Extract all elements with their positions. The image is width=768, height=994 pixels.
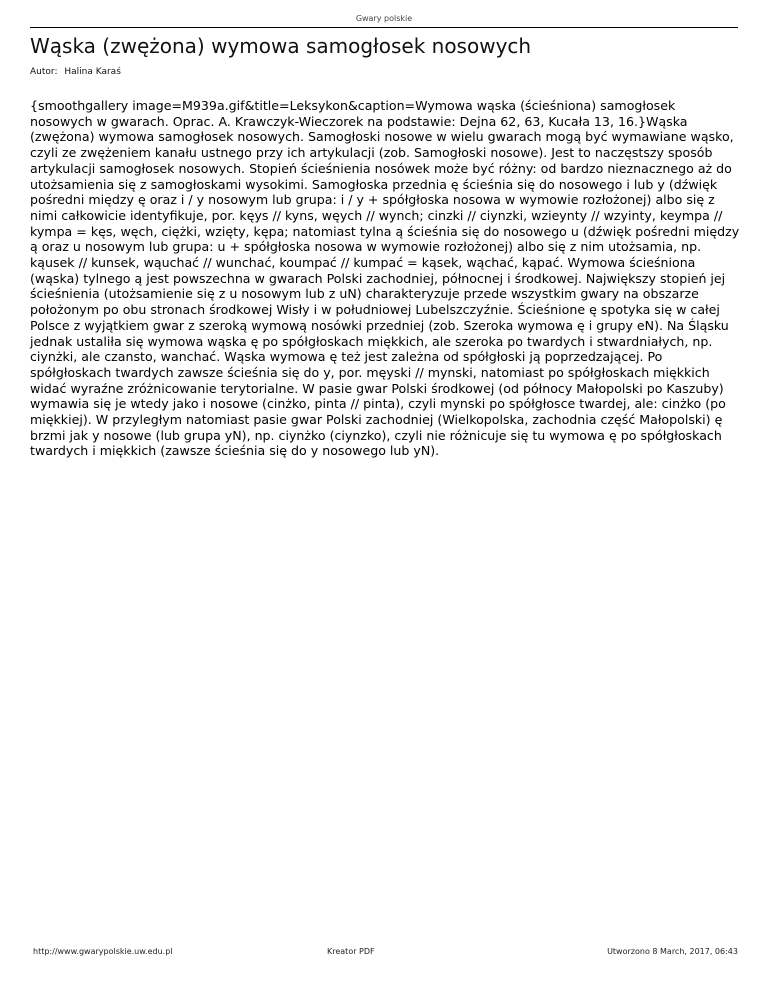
article-title: Wąska (zwężona) wymowa samogłosek nosowych	[30, 34, 532, 58]
footer-url: http://www.gwarypolskie.uw.edu.pl	[33, 947, 173, 956]
author-name: Halina Karaś	[64, 67, 121, 77]
footer-created-date: Utworzono 8 March, 2017, 06:43	[607, 947, 738, 956]
page-footer	[30, 947, 738, 959]
author-line	[30, 67, 121, 77]
article-body: {smoothgallery image=M939a.gif&title=Leksykon&caption=Wymowa wąska (ścieśniona) samogłosek nosowych w gwarach. Oprac. A. Krawczyk-Wieczorek na podstawie: Dejna 62, 63, Kucała 13, 16.}Wąska (zwężona) wymowa samogłosek nosowych. Samogłoski nosowe w wielu gwarach mogą być wymawiane wąsko, czyli ze zwężeniem kanału ustnego przy ich artykulacji (zob. Samogłoski nosowe). Jest to naczęstszy sposób artykulacji samogłosek nosowych. Stopień ścieśnienia nosówek może być różny: od bardzo nieznacznego aż do utożsamienia się z samogłoskami wysokimi. Samogłoska przednia ę ścieśnia się do nosowego i lub y (dźwięk pośredni między ę oraz i / y nosowym lub grupa: i / y + spółgłoska nosowa w wymowie rozłożonej) albo się z nimi całkowicie identyfikuje, por. kęys // kyns, węych // wynch; cinzki // ciynzki, wzieynty // wzyinty, keympa // kympa = kęs, węch, ciężki, wzięty, kępa; natomiast tylna ą ścieśnia się do nosowego u (dźwięk pośredni między ą oraz u nosowym lub grupa: u + spółgłoska nosowa w wymowie rozłożonej) albo się z nim utożsamia, np. kąusek // kunsek, wąuchać // wunchać, koumpać // kumpać = kąsek, wąchać, kąpać. Wymowa ścieśniona (wąska) tylnego ą jest powszechna w gwarach Polski zachodniej, północnej i środkowej. Największy stopień jej ścieśnienia (utożsamienie się z u nosowym lub z uN) charakteryzuje przede wszystkim gwary na obszarze położonym po obu stronach środkowej Wisły i w południowej Lubelszczyźnie. Ścieśnione ę spotyka się w całej Polsce z wyjątkiem gwar z szeroką wymową nosówki przedniej (zob. Szeroka wymowa ę i grupy eN). Na Śląsku jednak ustaliła się wymowa wąska ę po spółgłoskach miękkich, ale szeroka po twardych i stwardniałych, np. ciynżki, ale czansto, wanchać. Wąska wymowa ę też jest zależna od spółgłoski ją poprzedzającej. Po spółgłoskach twardych zawsze ścieśnia się do y, por. męyski // mynski, natomiast po spółgłoskach miękkich widać wyraźne zróżnicowanie terytorialne. W pasie gwar Polski środkowej (od północy Małopolski po Kaszuby) wymawia się je wtedy jako i nosowe (cinżko, pinta // pinta), czyli mynski po spółgłosce twardej, ale: cinżko (po miękkiej). W przyległym natomiast pasie gwar Polski zachodniej (Wielkopolska, zachodnia część Małopolski) ę brzmi jak y nosowe (lub grupa yN), np. ciynżko (ciynzko), czyli nie różnicuje się tu wymowa ę po spółgłoskach twardych i miękkich (zawsze ścieśnia się do y nosowego lub yN).	[30, 98, 740, 459]
footer-generator: Kreator PDF	[327, 947, 375, 956]
author-label: Autor:	[30, 67, 58, 77]
header-divider	[30, 27, 738, 28]
page-header: Gwary polskie	[355, 14, 413, 23]
